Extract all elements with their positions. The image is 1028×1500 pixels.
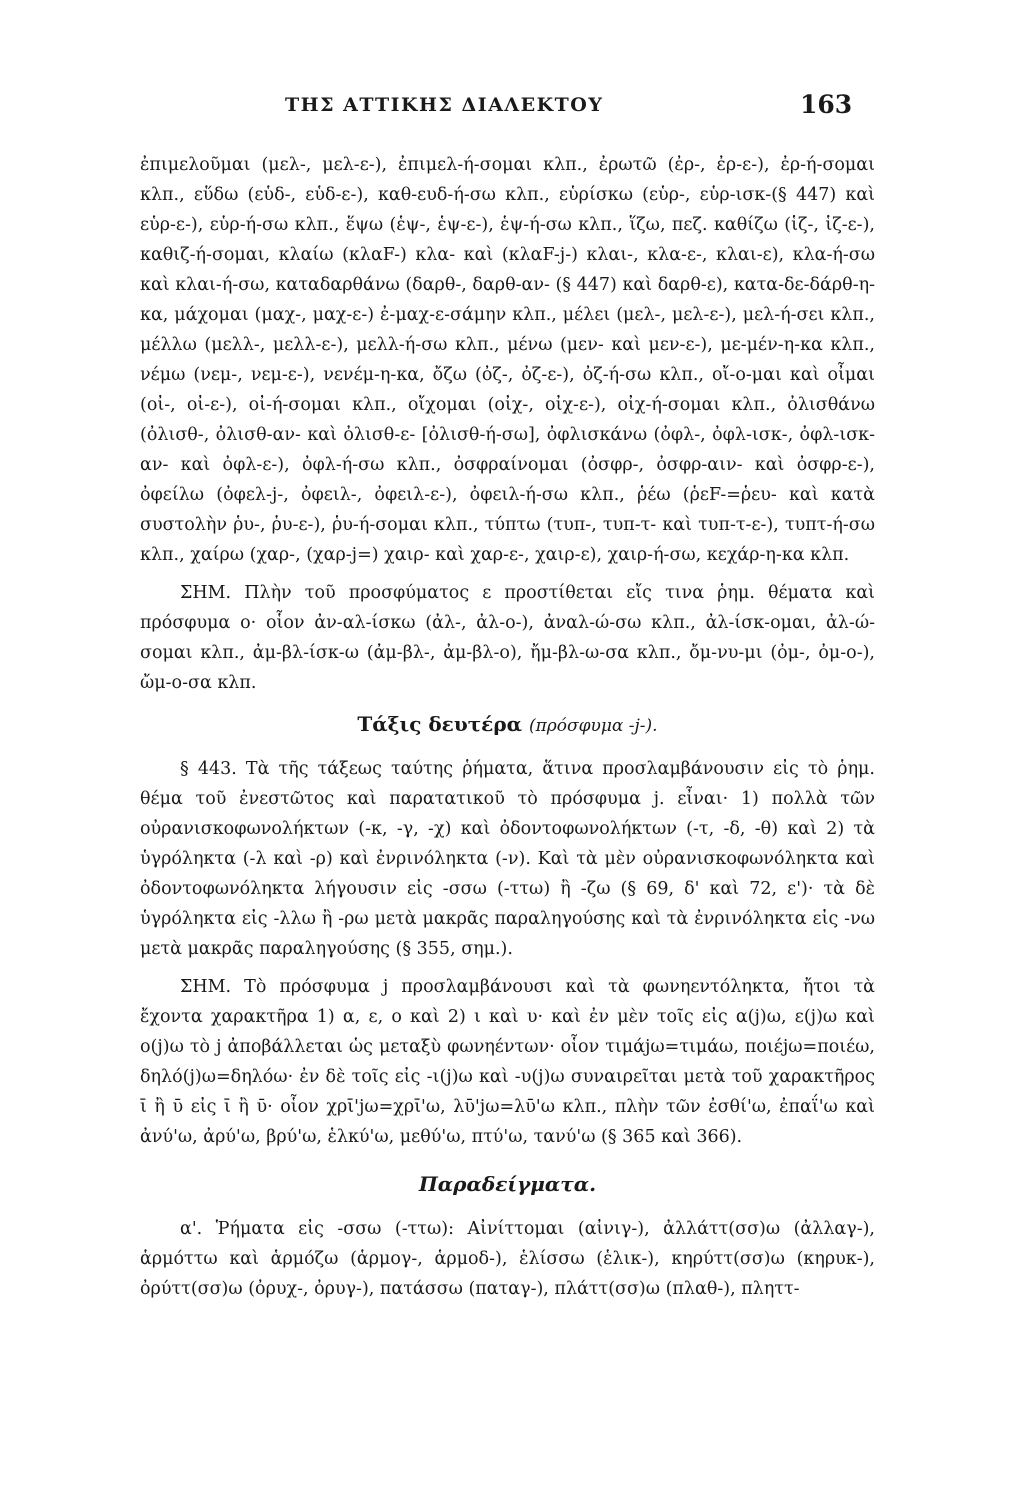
page-number: 163 [800, 90, 853, 119]
section-heading-sub: (πρόσφυμα -j-). [528, 716, 658, 736]
paragraph-note-2: ΣΗΜ. Τὸ πρόσφυμα j προσλαμβάνουσι καὶ τὰ φωνηεντόληκτα, ἤτοι τὰ ἔχοντα χαρακτῆρα 1) α, ε, ο καὶ 2) ι καὶ υ· καὶ ἐν μὲν τοῖς εἰς α(j)ω, ε(j)ω καὶ ο(j)ω τὸ j ἀποβάλλεται ὡς μεταξὺ φωνηέντων· οἷον τιμάjω=τιμάω, ποιέjω=ποιέω, δηλό(j)ω=δηλόω· ἐν δὲ τοῖς εἰς -ι(j)ω καὶ -υ(j)ω συναιρεῖται μετὰ τοῦ χαρακτῆρος ῑ ἢ ῡ εἰς ῑ ἢ ῡ· οἷον χρῑ'jω=χρῑ'ω, λῡ'jω=λῡ'ω κλπ., πλὴν τῶν ἐσθί'ω, ἐπαΐ'ω καὶ ἀνύ'ω, ἀρύ'ω, βρύ'ω, ἑλκύ'ω, μεθύ'ω, πτύ'ω, τανύ'ω (§ 365 καὶ 366). [140, 977, 875, 1147]
section-heading-main: Τάξις δευτέρα [357, 712, 523, 736]
page-body [140, 150, 875, 1304]
section-heading-examples: Παραδείγματα. [418, 1172, 597, 1196]
paragraph-section-443: § 443. Τὰ τῆς τάξεως ταύτης ῥήματα, ἅτινα προσλαμβάνουσιν εἰς τὸ ῥημ. θέμα τοῦ ἐνεστῶτος καὶ παρατατικοῦ τὸ πρόσφυμα j. εἶναι· 1) πολλὰ τῶν οὐρανισκοφωνολήκτων (-κ, -γ, -χ) καὶ ὀδοντοφωνολήκτων (-τ, -δ, -θ) καὶ 2) τὰ ὑγρόληκτα (-λ καὶ -ρ) καὶ ἐνρινόληκτα (-ν). Καὶ τὰ μὲν οὐρανισκοφωνόληκτα καὶ ὀδοντοφωνόληκτα λήγουσιν εἰς -σσω (-ττω) ἢ -ζω (§ 69, δ' καὶ 72, ε')· τὰ δὲ ὑγρόληκτα εἰς -λλω ἢ -ρω μετὰ μακρᾶς παραληγούσης καὶ τὰ ἐνρινόληκτα εἰς -νω μετὰ μακρᾶς παραληγούσης (§ 355, σημ.). [140, 759, 875, 959]
paragraph-verb-list: ἐπιμελοῦμαι (μελ-, μελ-ε-), ἐπιμελ-ή-σομαι κλπ., ἐρωτῶ (ἐρ-, ἐρ-ε-), ἐρ-ή-σομαι κλπ., εὕδω (εὑδ-, εὑδ-ε-), καθ-ευδ-ή-σω κλπ., εὑρίσκω (εὑρ-, εὑρ-ισκ-(§ 447) καὶ εὑρ-ε-), εὑρ-ή-σω κλπ., ἕψω (ἑψ-, ἑψ-ε-), ἑψ-ή-σω κλπ., ἵζω, πεζ. καθίζω (ἱζ-, ἱζ-ε-), καθιζ-ή-σομαι, κλαίω (κλαF-) κλα- καὶ (κλαF-j-) κλαι-, κλα-ε-, κλαι-ε), κλα-ή-σω καὶ κλαι-ή-σω, καταδαρθάνω (δαρθ-, δαρθ-αν- (§ 447) καὶ δαρθ-ε), κατα-δε-δάρθ-η-κα, μάχομαι (μαχ-, μαχ-ε-) ἐ-μαχ-ε-σάμην κλπ., μέλει (μελ-, μελ-ε-), μελ-ή-σει κλπ., μέλλω (μελλ-, μελλ-ε-), μελλ-ή-σω κλπ., μένω (μεν- καὶ μεν-ε-), με-μέν-η-κα κλπ., νέμω (νεμ-, νεμ-ε-), νενέμ-η-κα, ὄζω (ὀζ-, ὀζ-ε-), ὀζ-ή-σω κλπ., οἴ-ο-μαι καὶ οἶμαι (οἰ-, οἰ-ε-), οἰ-ή-σομαι κλπ., οἴχομαι (οἰχ-, οἰχ-ε-), οἰχ-ή-σομαι κλπ., ὀλισθάνω (ὀλισθ-, ὀλισθ-αν- καὶ ὀλισθ-ε- [ὀλισθ-ή-σω], ὀφλισκάνω (ὀφλ-, ὀφλ-ισκ-, ὀφλ-ισκ-αν- καὶ ὀφλ-ε-), ὀφλ-ή-σω κλπ., ὀσφραίνομαι (ὀσφρ-, ὀσφρ-αιν- καὶ ὀσφρ-ε-), ὀφείλω (ὀφελ-j-, ὀφειλ-, ὀφειλ-ε-), ὀφειλ-ή-σω κλπ., ῥέω (ῥεF-=ῥευ- καὶ κατὰ συστολὴν ῥυ-, ῥυ-ε-), ῥυ-ή-σομαι κλπ., τύπτω (τυπ-, τυπ-τ- καὶ τυπ-τ-ε-), τυπτ-ή-σω κλπ., χαίρω (χαρ-, (χαρ-j=) χαιρ- καὶ χαρ-ε-, χαιρ-ε), χαιρ-ή-σω, κεχάρ-η-κα κλπ. [140, 155, 875, 565]
spacer [140, 964, 875, 972]
section-heading-second-class [140, 712, 875, 736]
paragraph-examples-a: α'. Ῥήματα εἰς -σσω (-ττω): Αἰνίττομαι (αἰνιγ-), ἀλλάττ(σσ)ω (ἀλλαγ-), ἁρμόττω καὶ ἁρμόζω (ἁρμογ-, ἁρμοδ-), ἑλίσσω (ἑλικ-), κηρύττ(σσ)ω (κηρυκ-), ὀρύττ(σσ)ω (ὀρυχ-, ὀρυγ-), πατάσσω (παταγ-), πλάττ(σσ)ω (πλαθ-), πληττ- [140, 1219, 875, 1299]
spacer [140, 570, 875, 578]
running-head: ΤΗΣ ΑΤΤΙΚΗΣ ΔΙΑΛΕΚΤΟΥ [285, 94, 604, 116]
paragraph-note-1: ΣΗΜ. Πλὴν τοῦ προσφύματος ε προστίθεται εἴς τινα ῥημ. θέματα καὶ πρόσφυμα ο· οἷον ἀν-αλ-ίσκω (ἀλ-, ἀλ-ο-), ἀναλ-ώ-σω κλπ., ἀλ-ίσκ-ομαι, ἀλ-ώ-σομαι κλπ., ἀμ-βλ-ίσκ-ω (ἀμ-βλ-, ἀμ-βλ-ο), ἤμ-βλ-ω-σα κλπ., ὄμ-νυ-μι (ὀμ-, ὀμ-ο-), ὤμ-ο-σα κλπ. [140, 583, 875, 693]
page-header [0, 90, 1028, 130]
